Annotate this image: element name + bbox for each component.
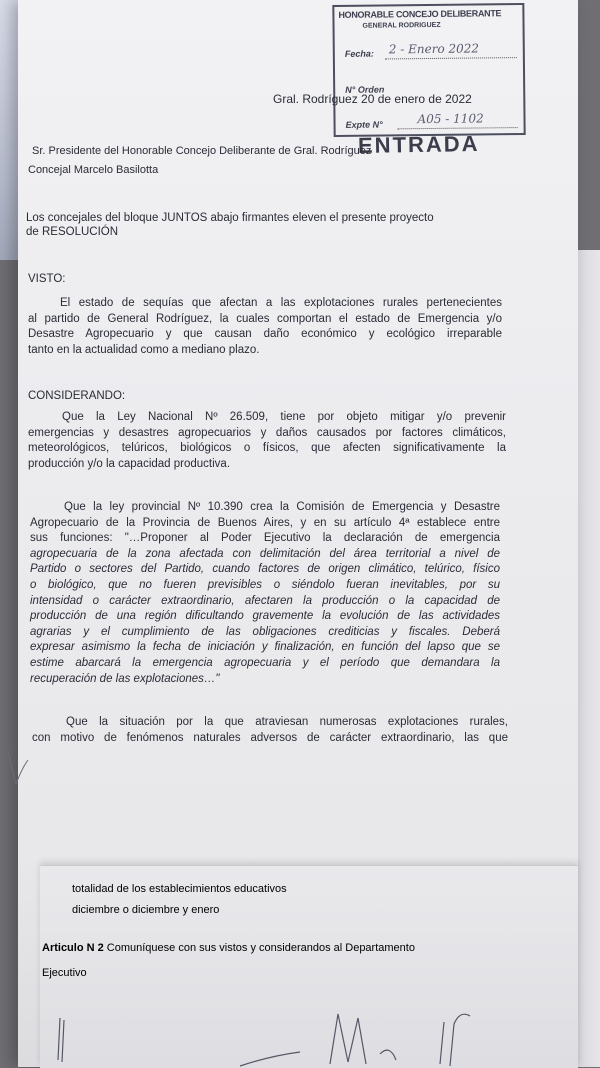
visto-paragraph — [28, 296, 502, 358]
lower-line-1: totalidad de los establecimientos educativos — [72, 883, 287, 895]
stamp-expte-label: Expte N° — [345, 119, 383, 130]
articulo-label: Articulo N 2 — [42, 942, 104, 954]
ley-provincial-line: agrarias y el cumplimiento de las obligaciones crediticias y fiscales. Deberá — [30, 625, 500, 638]
stamp-fecha-line — [385, 57, 517, 59]
addressee-line-1: Sr. Presidente del Honorable Concejo Deliberante de Gral. Rodríguez — [32, 145, 372, 157]
stamp-orden-label: N° Orden — [345, 84, 385, 95]
ley-provincial-line: o biológico, que no fueren previsibles o siéndolo fueran inevitables, por su — [30, 578, 500, 591]
visto-heading: VISTO: — [28, 273, 66, 285]
ley-provincial-paragraph — [30, 500, 500, 687]
ley-provincial-line: sus funciones: "…Proponer al Poder Ejecutivo la declaración de emergencia — [30, 532, 500, 545]
stamp-fecha-value: 2 - Enero 2022 — [388, 41, 480, 57]
situacion-line: con motivo de fenómenos naturales adversos de carácter extraordinario, las que — [32, 731, 508, 744]
visto-line: tanto en la actualidad como a mediano plazo. — [28, 343, 260, 356]
intro-line-2: de RESOLUCIÓN — [26, 226, 119, 238]
signatures — [40, 1004, 578, 1068]
ley-provincial-line: estime abarcará la emergencia agropecuaria y el período que demandara la — [30, 656, 500, 669]
stamp-header: HONORABLE CONCEJO DELIBERANTE — [338, 8, 502, 20]
ley-nacional-paragraph — [28, 410, 506, 472]
stamp-expte-line — [398, 127, 518, 129]
lower-document-page — [40, 865, 578, 1068]
place-date: Gral. Rodríguez 20 de enero de 2022 — [273, 92, 472, 106]
ley-provincial-line: Agropecuario de la Provincia de Buenos Aires, y en su artículo 4ª establece entre — [30, 516, 500, 529]
stamp-fecha-label: Fecha: — [344, 48, 374, 59]
ley-provincial-line: intensidad o carácter extraordinario, afectaren la producción o la capacidad de — [30, 594, 500, 607]
margin-mark — [4, 740, 34, 800]
articulo-2-continued: Ejecutivo — [42, 967, 87, 979]
entrada-stamp-text: ENTRADA — [357, 130, 480, 159]
ley-provincial-line: producción de una región dificultando gravemente la evolución de las actividades — [30, 610, 500, 623]
ley-provincial-line: Partido o sectores del Partido, cuando factores de origen climático, telúrico, físico — [30, 563, 500, 576]
visto-line: Desastre Agropecuario y que causan daño económico y ecológico irreparable — [28, 328, 502, 341]
ley-nacional-line: meteorológicos, telúricos, biológicos o físicos, que afecten significativamente la — [28, 442, 506, 455]
stamp-subheader: GENERAL RODRIGUEZ — [362, 21, 441, 30]
ley-provincial-line: recuperación de las explotaciones…" — [30, 672, 220, 685]
ley-provincial-line: agropecuaria de la zona afectada con delimitación del área territorial a nivel de — [30, 547, 500, 560]
situacion-line: Que la situación por la que atraviesan numerosas explotaciones rurales, — [66, 716, 508, 728]
lower-line-2: diciembre o diciembre y enero — [72, 904, 220, 916]
articulo-text: Comuníquese con sus vistos y considerandos al Departamento — [103, 942, 415, 954]
ley-provincial-line: Que la ley provincial Nº 10.390 crea la Comisión de Emergencia y Desastre — [64, 501, 500, 513]
intro-line-1: Los concejales del bloque JUNTOS abajo firmantes eleven el presente proyecto — [26, 212, 434, 224]
ley-provincial-line: expresar asimismo la fecha de iniciación y finalización, en función del lapso que se — [30, 641, 500, 654]
ley-nacional-line: emergencias y desastres agropecuarios y daños causados por factores climáticos, — [28, 426, 506, 439]
visto-line: El estado de sequías que afectan a las explotaciones rurales pertenecientes — [60, 297, 502, 309]
addressee-line-2: Concejal Marcelo Basilotta — [28, 164, 159, 176]
considerando-heading: CONSIDERANDO: — [28, 390, 126, 402]
ley-nacional-line: Que la Ley Nacional Nº 26.509, tiene por objeto mitigar y/o prevenir — [62, 411, 506, 423]
situacion-paragraph — [32, 715, 508, 746]
entry-stamp — [332, 3, 525, 137]
ley-nacional-line: producción y/o la capacidad productiva. — [28, 457, 231, 470]
visto-line: al partido de General Rodríguez, la cuales comportan el estado de Emergencia y/o — [28, 312, 502, 325]
articulo-2 — [42, 941, 415, 956]
stamp-expte-value: A05 - 1102 — [417, 111, 484, 127]
